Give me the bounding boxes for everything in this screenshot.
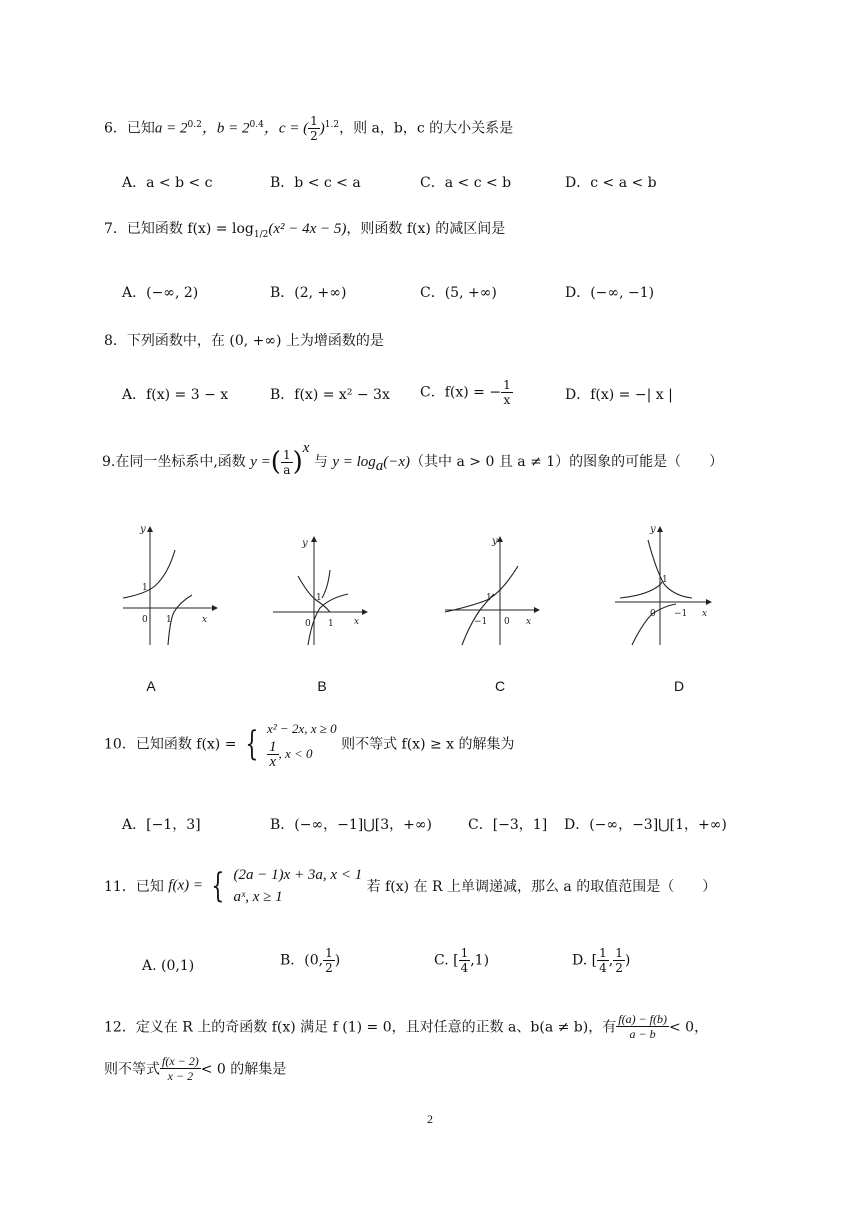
q8-option-d[interactable]: D．f(x) = −| x | [565,387,673,403]
svg-text:1: 1 [316,593,322,603]
q9-graph-options [120,520,740,700]
q11-option-b-tail: ) [334,952,341,969]
q10-option-c[interactable]: C．[−3，1] [468,817,548,833]
q9-graph-a[interactable] [120,520,220,650]
q6-stem: 6．已知$a = 2^{0.2}$，$b = 2^{0.4}$，c = ( $\frac{1}{2}$ )$^{1.2}$，则 a，b，c 的大小关系是 [104,114,514,143]
q6-options [122,172,762,198]
q7-options [122,282,762,308]
q6-option-c[interactable]: C．a < c < b [420,175,512,191]
svg-text:y: y [302,538,308,549]
q8-option-c-label: C．f(x) = − [420,384,502,401]
q9-stem: 9.在同一坐标系中,函数 y =( $\frac{1}{a}$ )$^x$ 与 $y = \log_a(-x)$（其中 a > 0 且 a ≠ 1）的图象的可能是（ ） [102,440,724,477]
q11-option-a[interactable]: A. (0,1) [142,958,195,974]
q11-option-b-label: B．(0, [280,952,324,969]
svg-text:0: 0 [650,609,656,619]
q9-graph-c[interactable] [442,520,542,650]
svg-text:1: 1 [486,593,492,603]
svg-text:x: x [526,617,532,627]
q6-option-d[interactable]: D．c < a < b [565,175,657,191]
svg-text:1: 1 [662,575,668,585]
svg-text:1: 1 [328,619,334,629]
q11-option-b[interactable]: B．(0, $\frac{1}{2}$ ) [280,946,341,975]
q9-graph-b[interactable] [270,520,370,650]
q8-options [122,378,762,418]
q9-graph-label-c: C [494,678,506,694]
q11-stem: 11．已知 f(x) = { (2a − 1)x + 3a, x < 1 aˣ, x ≥ 1 若 f(x) 在 R 上单调递减，那么 a 的取值范围是（ ） [104,866,717,906]
q7-stem: 7．已知函数 $f(x) = \log_{1/2}(x^2 - 4x - 5)$，则函数 f(x) 的减区间是 [104,221,506,240]
q9-graph-d[interactable] [612,520,712,650]
q9-graph-label-d: D [673,678,685,694]
svg-text:0: 0 [504,617,510,627]
q10-option-a[interactable]: A．[−1，3] [122,817,201,833]
q9-graph-label-a: A [146,678,156,694]
q11-option-c[interactable]: C. [ $\frac{1}{4}$ ,1) [434,946,490,975]
q8-stem: 8．下列函数中，在 (0, +∞) 上为增函数的是 [104,333,384,349]
q11-option-d-label: D. [ [572,952,598,969]
q10-option-b[interactable]: B．(−∞，−1]⋃[3，+∞) [270,817,432,833]
svg-text:−1: −1 [474,617,488,627]
q10-options [122,814,762,840]
q10-option-d[interactable]: D．(−∞，−3]⋃[1，+∞) [564,817,727,833]
q11-options [122,946,762,986]
q11-option-d-tail: ) [624,952,631,969]
q11-option-c-tail: ,1) [470,952,490,969]
q7-option-d[interactable]: D．(−∞, −1) [565,285,655,301]
q8-option-c[interactable]: C．f(x) = − $\frac{1}{x}$ [420,378,511,407]
svg-text:x: x [702,609,708,619]
q8-option-a[interactable]: A．f(x) = 3 − x [122,387,229,403]
q11-option-c-label: C. [ [434,952,459,969]
svg-text:1: 1 [142,583,148,593]
svg-text:−1: −1 [674,609,688,619]
svg-text:1: 1 [166,615,172,625]
q7-option-b[interactable]: B．(2, +∞) [270,285,347,301]
q7-option-a[interactable]: A．(−∞, 2) [122,285,199,301]
svg-text:y: y [492,536,498,547]
q12-line2: 则不等式 $\frac{f(x - 2)}{x - 2}$ < 0 的解集是 [104,1054,287,1083]
page-number: 2 [427,1112,433,1126]
svg-text:0: 0 [305,619,311,629]
q12-line1: 12．定义在 R 上的奇函数 f(x) 满足 f (1) = 0，且对任意的正数 a、b(a ≠ b)，有 $\frac{f(a) - f(b)}{a - b}$ < 0， [104,1012,709,1041]
svg-text:y: y [650,524,656,535]
svg-text:y: y [140,524,146,535]
q6-option-b[interactable]: B．b < c < a [270,175,361,191]
q8-option-b[interactable]: B．f(x) = x² − 3x [270,387,390,403]
q6-option-a[interactable]: A．a < b < c [122,175,213,191]
q11-option-d[interactable]: D. [ $\frac{1}{4}$ , $\frac{1}{2}$ ) [572,946,631,975]
q9-graph-label-b: B [317,678,327,694]
svg-text:0: 0 [142,615,148,625]
q7-option-c[interactable]: C．(5, +∞) [420,285,497,301]
svg-text:x: x [354,617,360,627]
q10-stem: 10．已知函数 f(x) = { x² − 2x, x ≥ 0 $\frac{1}{x}$ , x < 0 则不等式 f(x) ≥ x 的解集为 [104,721,515,770]
svg-text:x: x [202,615,208,625]
